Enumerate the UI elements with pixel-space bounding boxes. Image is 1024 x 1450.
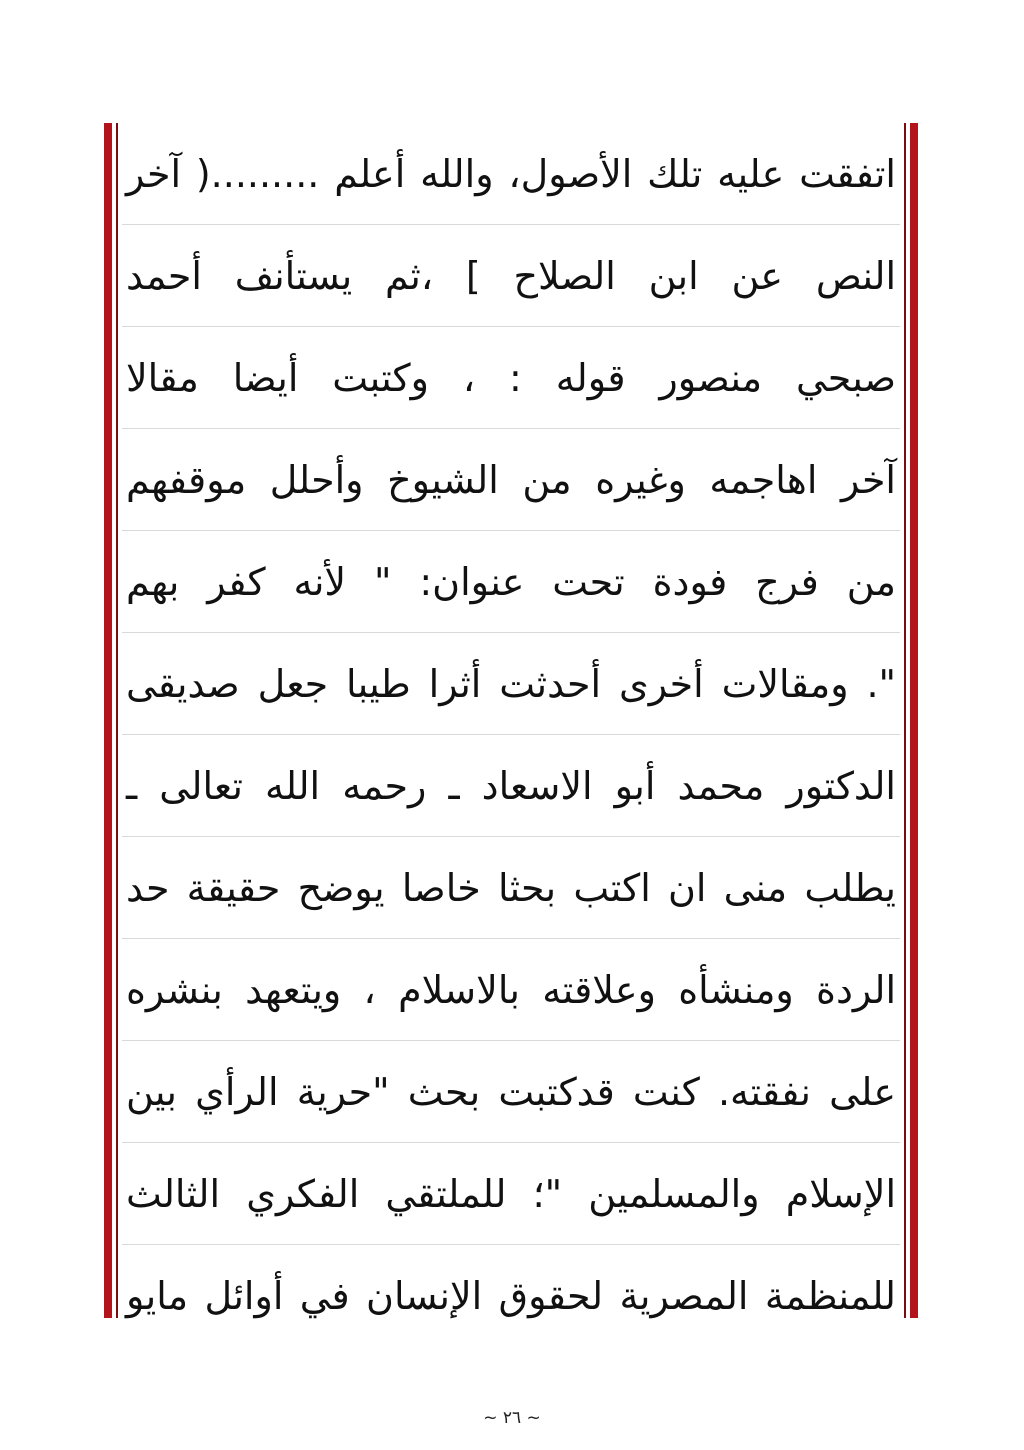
text-line-5: من فرج فودة تحت عنوان: " لأنه كفر بهم (122, 531, 900, 633)
text-line-8: يطلب منى ان اكتب بحثا خاصا يوضح حقيقة حد (122, 837, 900, 939)
text-line-6: ". ومقالات أخرى أحدثت أثرا طيبا جعل صديقى (122, 633, 900, 735)
left-border-inner (116, 123, 118, 1318)
body-text (122, 123, 900, 1347)
text-line-4: آخر اهاجمه وغيره من الشيوخ وأحلل موقفهم (122, 429, 900, 531)
text-line-3: صبحي منصور قوله : ، وكتبت أيضا مقالا (122, 327, 900, 429)
text-line-11: الإسلام والمسلمين "؛ للملتقي الفكري الثالث (122, 1143, 900, 1245)
text-line-1: اتفقت عليه تلك الأصول، والله أعلم .........( آخر (122, 123, 900, 225)
text-line-9: الردة ومنشأه وعلاقته بالاسلام ، ويتعهد بنشره (122, 939, 900, 1041)
right-border-outer (910, 123, 918, 1318)
left-border-outer (104, 123, 112, 1318)
text-line-2: النص عن ابن الصلاح ] ،ثم يستأنف أحمد (122, 225, 900, 327)
page-number: ~ ٢٦ ~ (483, 1408, 541, 1428)
text-line-12: للمنظمة المصرية لحقوق الإنسان في أوائل مايو (126, 1274, 896, 1318)
text-line-7: الدكتور محمد أبو الاسعاد ـ رحمه الله تعالى ـ (122, 735, 900, 837)
right-border-inner (904, 123, 906, 1318)
text-line-10: على نفقته. كنت قدكتبت بحث "حرية الرأي بين (122, 1041, 900, 1143)
